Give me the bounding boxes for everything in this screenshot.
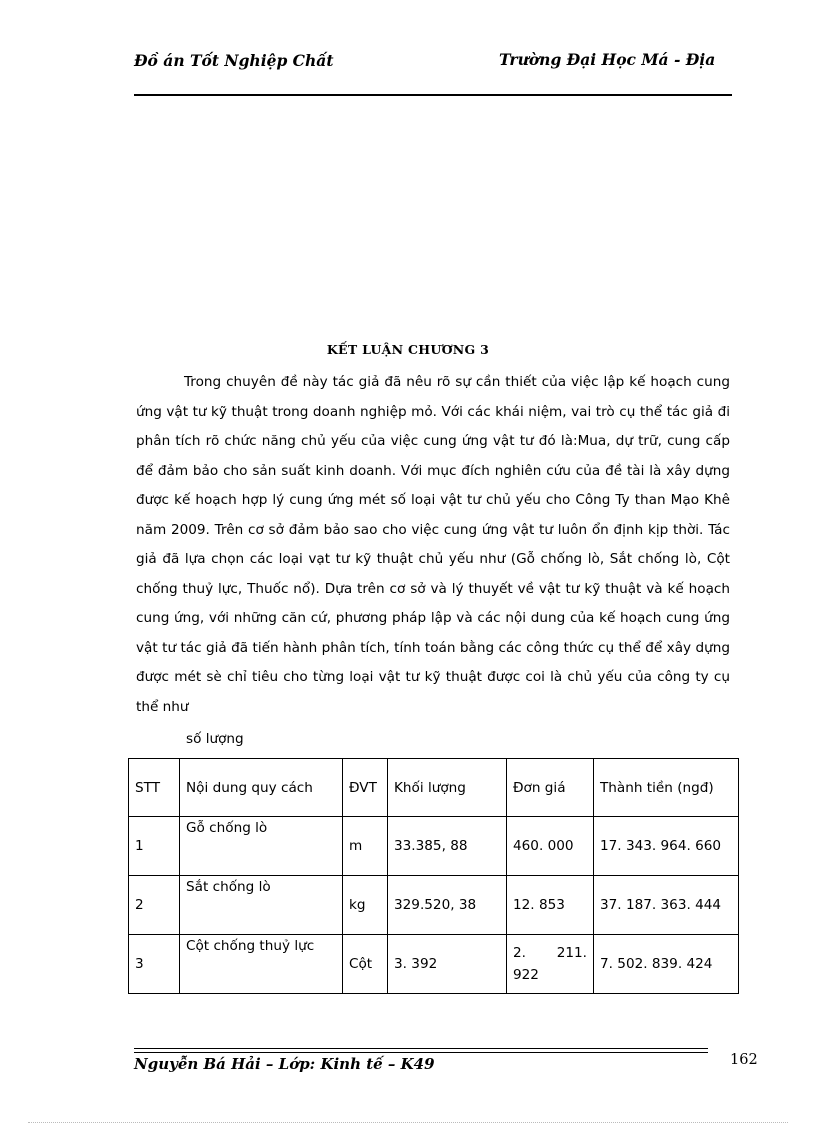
cell-stt: 2: [129, 876, 180, 935]
table-row: [129, 876, 739, 935]
cell-price: 2. 211. 922: [507, 935, 594, 994]
paragraph-text: Trong chuyên đề này tác giả đã nêu rõ sự cần thiết của việc lập kế hoạch cung ứng vật tư kỹ thuật trong doanh nghiệp mỏ. Với các khái niệm, vai trò cụ thể tác giả đi phân tích rõ chức năng chủ yếu của việc cung ứng vật tư đó là:Mua, dự trữ, cung cấp để đảm bảo cho sản suất kinh doanh. Với mục đích nghiên cứu của đề tài là xây dựng được kế hoạch hợp lý cung ứng mét số loại vật tư chủ yếu cho Công Ty than Mạo Khê năm 2009. Trên cơ sở đảm bảo sao cho việc cung ứng vật tư luôn ổn định kịp thời. Tác giả đã lựa chọn các loại vạt tư kỹ thuật chủ yếu như (Gỗ chống lò, Sắt chống lò, Cột chống thuỷ lực, Thuốc nổ). Dựa trên cơ sở và lý thuyết về vật tư kỹ thuật và kế hoạch cung ứng, với những căn cứ, phương pháp lập và các nội dung của kế hoạch cung ứng vật tư tác giả đã tiến hành phân tích, tính toán bằng các công thức cụ thể để xây dựng được mét sè chỉ tiêu cho từng loại vật tư kỹ thuật được coi là chủ yếu của công ty cụ thể như: [136, 374, 730, 715]
table-header-row: [129, 759, 739, 817]
cell-total: 37. 187. 363. 444: [594, 876, 739, 935]
page-number: 162: [730, 1052, 758, 1068]
header-name: Nội dung quy cách: [180, 759, 343, 817]
header-volume: Khối lượng: [388, 759, 507, 817]
header-left-title: Đồ án Tốt Nghiệp Chất: [134, 51, 334, 70]
cell-stt: 3: [129, 935, 180, 994]
page-header: [134, 48, 732, 96]
cell-total: 7. 502. 839. 424: [594, 935, 739, 994]
cell-total: 17. 343. 964. 660: [594, 817, 739, 876]
section-title: KẾT LUẬN CHƯƠNG 3: [326, 342, 490, 357]
header-right-title: Trường Đại Học Má - Địa: [499, 50, 716, 69]
cell-name: Gỗ chống lò: [180, 817, 343, 876]
cell-price: 12. 853: [507, 876, 594, 935]
table-row: [129, 935, 739, 994]
cell-name: Sắt chống lò: [180, 876, 343, 935]
footer-divider-bottom: [134, 1052, 708, 1053]
footer-divider-top: [134, 1048, 708, 1049]
cell-unit: m: [343, 817, 388, 876]
materials-table: [128, 758, 739, 994]
header-unit: ĐVT: [343, 759, 388, 817]
cell-volume: 329.520, 38: [388, 876, 507, 935]
cell-volume: 3. 392: [388, 935, 507, 994]
cell-stt: 1: [129, 817, 180, 876]
cell-name: Cột chống thuỷ lực: [180, 935, 343, 994]
quantity-label: số lượng: [186, 731, 244, 747]
header-stt: STT: [129, 759, 180, 817]
table-row: [129, 817, 739, 876]
cell-volume: 33.385, 88: [388, 817, 507, 876]
cell-unit: kg: [343, 876, 388, 935]
cell-unit: Cột: [343, 935, 388, 994]
conclusion-paragraph: [136, 368, 730, 722]
header-total: Thành tiền (ngđ): [594, 759, 739, 817]
header-price: Đơn giá: [507, 759, 594, 817]
cell-price: 460. 000: [507, 817, 594, 876]
footer-author: Nguyễn Bá Hải – Lớp: Kinh tế – K49: [134, 1055, 435, 1073]
